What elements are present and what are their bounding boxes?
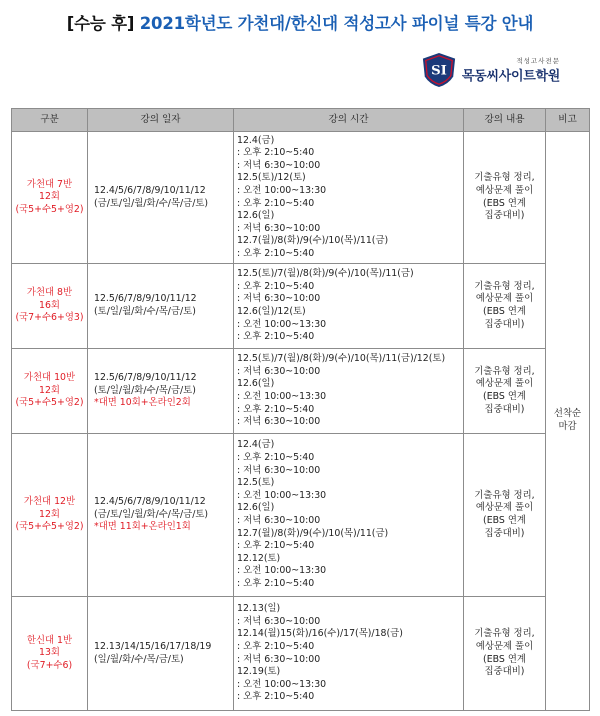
lecture-time-line: 12.4(금) (237, 439, 275, 451)
lecture-content-line: 기출유형 정리, (474, 365, 535, 377)
lecture-date-line: 12.5/6/7/8/9/10/11/12 (94, 372, 197, 384)
lecture-time-line: 12.14(월)15(화)/16(수)/17(목)/18(금) (237, 628, 403, 640)
lecture-date-line: (토/일/월/화/수/목/금/토) (94, 384, 196, 396)
lecture-time-line: : 오후 2:10~5:40 (237, 247, 315, 259)
lecture-time-line: 12.6(일) (237, 502, 275, 514)
lecture-time-line: 12.6(일) (237, 210, 275, 222)
lecture-time-line: 12.19(토) (237, 666, 281, 678)
lecture-time-line: : 오후 2:10~5:40 (237, 452, 315, 464)
class-name-cell (12, 349, 88, 434)
logo-mark-text: SI (431, 63, 447, 79)
lecture-time-line: : 오후 2:10~5:40 (237, 147, 315, 159)
class-name-line: (국7+수6+영3) (15, 312, 84, 324)
header-content: 강의 내용 (464, 109, 546, 132)
lecture-content-cell (464, 264, 546, 349)
lecture-dates-cell (88, 264, 234, 349)
lecture-time-line: 12.7(월)/8(화)/9(수)/10(목)/11(금) (237, 527, 389, 539)
lecture-content-line: 기출유형 정리, (474, 172, 535, 184)
lecture-time-line: : 오후 2:10~5:40 (237, 403, 315, 415)
lecture-content-line: 집중대비) (484, 210, 525, 222)
format-note: *대면 10회+온라인2회 (94, 397, 191, 409)
lecture-time-line: 12.7(월)/8(화)/9(수)/10(목)/11(금) (237, 235, 389, 247)
lecture-content-cell (464, 434, 546, 597)
lecture-content-cell (464, 132, 546, 264)
note-cell (546, 132, 590, 711)
class-name-line: 가천대 10반 (23, 372, 76, 384)
class-name-line: 13회 (39, 647, 60, 659)
lecture-time-line: : 저녁 6:30~10:00 (237, 615, 321, 627)
lecture-content-line: 예상문제 풀이 (475, 502, 534, 514)
page-title (0, 10, 600, 34)
table-header-row (12, 109, 590, 132)
lecture-time-line: : 오후 2:10~5:40 (237, 691, 315, 703)
class-name-line: 가천대 12반 (23, 496, 76, 508)
lecture-time-line: : 저녁 6:30~10:00 (237, 222, 321, 234)
class-name-line: 12회 (39, 384, 60, 396)
lecture-time-line: 12.6(일) (237, 378, 275, 390)
note-line: 선착순 (553, 408, 582, 420)
lecture-time-line: : 저녁 6:30~10:00 (237, 416, 321, 428)
class-name-cell (12, 132, 88, 264)
lecture-content-line: (EBS 연계 (483, 197, 526, 209)
lecture-time-line: : 오후 2:10~5:40 (237, 577, 315, 589)
class-name-line: 가천대 7반 (26, 178, 73, 190)
lecture-time-line: 12.5(토) (237, 477, 275, 489)
lecture-date-line: (일/월/화/수/목/금/토) (94, 653, 184, 665)
class-name-line: 16회 (39, 299, 60, 311)
format-note: *대면 11회+온라인1회 (94, 521, 191, 533)
header-note: 비고 (546, 109, 590, 132)
lecture-content-line: 집중대비) (484, 666, 525, 678)
lecture-content-line: 기출유형 정리, (474, 280, 535, 292)
class-name-line: 한신대 1반 (26, 634, 73, 646)
lecture-content-line: (EBS 연계 (483, 515, 526, 526)
lecture-content-cell (464, 597, 546, 711)
lecture-times-cell (234, 132, 464, 264)
class-name-line: 12회 (39, 191, 60, 203)
lecture-dates-cell (88, 434, 234, 597)
table-row (12, 264, 590, 349)
lecture-time-line: 12.6(일)/12(토) (237, 306, 306, 317)
lecture-time-line: : 오전 10:00~13:30 (237, 489, 327, 501)
note-line: 마감 (558, 421, 577, 432)
lecture-time-line: : 오후 2:10~5:40 (237, 197, 315, 209)
class-name-line: (국5+수5+영2) (15, 203, 84, 215)
lecture-time-line: : 오전 10:00~13:30 (237, 565, 327, 577)
header-dates: 강의 일자 (88, 109, 234, 132)
header-category: 구분 (12, 109, 88, 132)
lecture-time-line: 12.5(토)/12(토) (237, 172, 306, 184)
lecture-dates-cell (88, 597, 234, 711)
lecture-times-cell (234, 264, 464, 349)
lecture-time-line: : 저녁 6:30~10:00 (237, 515, 321, 526)
lecture-times-cell (234, 349, 464, 434)
table-row (12, 132, 590, 264)
lecture-time-line: 12.4(금) (237, 134, 275, 146)
lecture-content-line: 예상문제 풀이 (475, 184, 534, 196)
lecture-content-line: 예상문제 풀이 (475, 293, 534, 305)
lecture-time-line: : 오전 10:00~13:30 (237, 318, 327, 330)
lecture-content-line: 집중대비) (484, 527, 525, 539)
lecture-content-line: 기출유형 정리, (474, 628, 535, 640)
lecture-time-line: : 저녁 6:30~10:00 (237, 159, 321, 171)
lecture-content-cell (464, 349, 546, 434)
lecture-content-line: 집중대비) (484, 403, 525, 415)
lecture-dates-cell (88, 349, 234, 434)
class-name-line: 12회 (39, 508, 60, 520)
lecture-times-cell (234, 597, 464, 711)
academy-logo (420, 50, 560, 90)
lecture-content-line: (EBS 연계 (483, 653, 526, 665)
class-name-line: (국7+수6) (26, 659, 73, 671)
lecture-time-line: 12.5(토)/7(월)/8(화)/9(수)/10(목)/11(금)/12(토) (237, 353, 446, 365)
lecture-time-line: : 저녁 6:30~10:00 (237, 365, 321, 377)
lecture-time-line: : 오후 2:10~5:40 (237, 280, 315, 292)
lecture-dates-cell (88, 132, 234, 264)
lecture-time-line: : 저녁 6:30~10:00 (237, 653, 321, 665)
lecture-date-line: 12.4/5/6/7/8/9/10/11/12 (94, 496, 206, 508)
lecture-time-line: : 오후 2:10~5:40 (237, 540, 315, 552)
lecture-time-line: : 저녁 6:30~10:00 (237, 293, 321, 305)
table-row (12, 597, 590, 711)
lecture-time-line: : 오전 10:00~13:30 (237, 678, 327, 690)
lecture-content-line: (EBS 연계 (483, 391, 526, 402)
class-name-cell (12, 434, 88, 597)
schedule-table (11, 108, 590, 711)
lecture-date-line: (금/토/일/월/화/수/목/금/토) (94, 508, 209, 520)
table-row (12, 434, 590, 597)
class-name-line: (국5+수5+영2) (15, 521, 84, 533)
lecture-date-line: (토/일/월/화/수/목/금/토) (94, 306, 196, 317)
lecture-times-cell (234, 434, 464, 597)
lecture-time-line: : 오전 10:00~13:30 (237, 391, 327, 402)
lecture-date-line: 12.13/14/15/16/17/18/19 (94, 640, 212, 652)
table-row (12, 349, 590, 434)
lecture-time-line: : 오전 10:00~13:30 (237, 184, 327, 196)
lecture-time-line: : 오후 2:10~5:40 (237, 640, 315, 652)
shield-emblem-icon (420, 52, 458, 88)
lecture-time-line: 12.13(일) (237, 603, 281, 615)
title-prefix: [수능 후] (66, 14, 135, 33)
logo-subtitle: 적성고사전문 (516, 57, 560, 65)
lecture-date-line: 12.5/6/7/8/9/10/11/12 (94, 293, 197, 305)
lecture-time-line: : 저녁 6:30~10:00 (237, 464, 321, 476)
class-name-cell (12, 264, 88, 349)
class-name-line: 가천대 8반 (26, 287, 73, 299)
title-main: 2021학년도 가천대/한신대 적성고사 파이널 특강 안내 (139, 14, 534, 33)
lecture-time-line: : 오후 2:10~5:40 (237, 331, 315, 343)
table-body (12, 132, 590, 711)
lecture-content-line: 기출유형 정리, (474, 489, 535, 501)
header-times: 강의 시간 (234, 109, 464, 132)
lecture-content-line: 집중대비) (484, 318, 525, 330)
lecture-date-line: (금/토/일/월/화/수/목/금/토) (94, 197, 209, 209)
class-name-cell (12, 597, 88, 711)
lecture-time-line: 12.12(토) (237, 552, 281, 564)
lecture-content-line: 예상문제 풀이 (475, 378, 534, 390)
lecture-content-line: 예상문제 풀이 (475, 640, 534, 652)
logo-name: 목동씨사이트학원 (461, 69, 560, 84)
lecture-date-line: 12.4/5/6/7/8/9/10/11/12 (94, 184, 206, 196)
lecture-content-line: (EBS 연계 (483, 306, 526, 317)
lecture-time-line: 12.5(토)/7(월)/8(화)/9(수)/10(목)/11(금) (237, 268, 414, 280)
class-name-line: (국5+수5+영2) (15, 397, 84, 409)
